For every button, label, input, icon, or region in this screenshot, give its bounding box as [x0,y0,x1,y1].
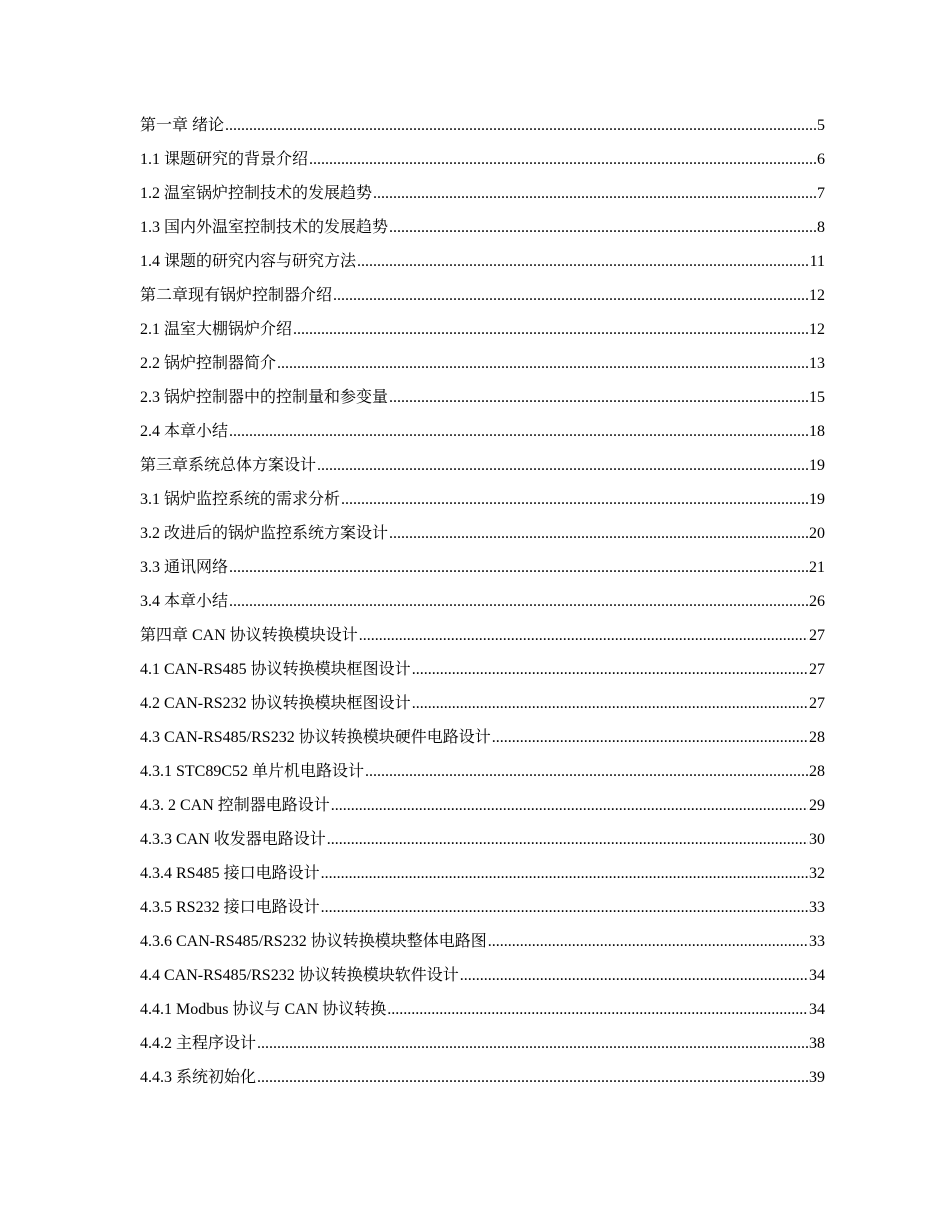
toc-entry[interactable] [140,517,825,551]
toc-dot-leader [321,891,808,925]
toc-entry[interactable] [140,619,825,653]
toc-entry-title: 4.3.1 STC89C52 单片机电路设计 [140,763,365,780]
toc-page-number: 32 [809,865,825,882]
toc-dot-leader [327,823,808,857]
toc-entry[interactable] [140,109,825,143]
toc-entry-title: 2.4 本章小结 [140,423,229,440]
toc-page-number: 6 [817,151,825,168]
toc-entry[interactable] [140,687,825,721]
toc-dot-leader [389,211,816,245]
toc-entry-title: 1.1 课题研究的背景介绍 [140,151,309,168]
toc-entry-title: 4.4.2 主程序设计 [140,1035,257,1052]
toc-page-number: 27 [809,661,825,678]
toc-page-number: 33 [809,933,825,950]
toc-page-number: 11 [809,253,825,270]
toc-entry[interactable] [140,721,825,755]
toc-dot-leader [333,279,808,313]
toc-entry[interactable] [140,211,825,245]
toc-dot-leader [293,313,808,347]
toc-entry-title: 4.2 CAN-RS232 协议转换模块框图设计 [140,695,411,712]
toc-entry[interactable] [140,959,825,993]
toc-page-number: 8 [817,219,825,236]
toc-page-number: 21 [809,559,825,576]
toc-dot-leader [389,381,808,415]
toc-entry-title: 4.3.5 RS232 接口电路设计 [140,899,320,916]
toc-entry[interactable] [140,823,825,857]
toc-page-number: 28 [809,763,825,780]
toc-entry[interactable] [140,1027,825,1061]
toc-page-number: 26 [809,593,825,610]
toc-entry[interactable] [140,177,825,211]
toc-entry-title: 1.3 国内外温室控制技术的发展趋势 [140,219,389,236]
toc-page-number: 30 [809,831,825,848]
toc-entry[interactable] [140,483,825,517]
toc-entry-title: 4.1 CAN-RS485 协议转换模块框图设计 [140,661,411,678]
toc-entry[interactable] [140,857,825,891]
toc-page-number: 29 [809,797,825,814]
table-of-contents [140,109,825,1095]
toc-entry-title: 1.4 课题的研究内容与研究方法 [140,253,357,270]
toc-entry-title: 4.4.3 系统初始化 [140,1069,257,1086]
toc-dot-leader [225,109,816,143]
toc-entry-title: 3.1 锅炉监控系统的需求分析 [140,491,341,508]
toc-entry-title: 3.4 本章小结 [140,593,229,610]
toc-page-number: 13 [809,355,825,372]
toc-page-number: 7 [817,185,825,202]
toc-entry-title: 第一章 绪论 [140,117,225,134]
toc-dot-leader [412,653,808,687]
toc-page-number: 20 [809,525,825,542]
toc-entry-title: 4.4 CAN-RS485/RS232 协议转换模块软件设计 [140,967,459,984]
toc-dot-leader [365,755,808,789]
toc-entry[interactable] [140,415,825,449]
toc-entry-title: 4.3.4 RS485 接口电路设计 [140,865,320,882]
toc-dot-leader [331,789,808,823]
toc-dot-leader [389,517,808,551]
toc-dot-leader [229,585,808,619]
toc-entry-title: 第四章 CAN 协议转换模块设计 [140,627,358,644]
toc-entry[interactable] [140,245,825,279]
toc-entry-title: 4.3.6 CAN-RS485/RS232 协议转换模块整体电路图 [140,933,487,950]
toc-dot-leader [317,449,808,483]
toc-page-number: 15 [809,389,825,406]
toc-dot-leader [387,993,808,1027]
toc-entry[interactable] [140,891,825,925]
toc-dot-leader [309,143,816,177]
toc-page-number: 33 [809,899,825,916]
toc-page-number: 38 [809,1035,825,1052]
toc-page-number: 12 [809,287,825,304]
toc-dot-leader [357,245,809,279]
toc-dot-leader [460,959,808,993]
toc-page-number: 34 [809,1001,825,1018]
toc-entry[interactable] [140,789,825,823]
toc-entry-title: 第三章系统总体方案设计 [140,457,317,474]
toc-entry-title: 3.3 通讯网络 [140,559,229,576]
toc-entry[interactable] [140,585,825,619]
toc-page-number: 18 [809,423,825,440]
toc-dot-leader [412,687,808,721]
toc-entry-title: 4.3.3 CAN 收发器电路设计 [140,831,326,848]
toc-dot-leader [373,177,816,211]
toc-entry[interactable] [140,381,825,415]
toc-page-number: 27 [809,695,825,712]
toc-entry[interactable] [140,925,825,959]
toc-entry[interactable] [140,313,825,347]
toc-dot-leader [229,551,808,585]
toc-entry-title: 4.3. 2 CAN 控制器电路设计 [140,797,330,814]
toc-entry-title: 2.2 锅炉控制器简介 [140,355,277,372]
toc-entry-title: 第二章现有锅炉控制器介绍 [140,287,333,304]
toc-dot-leader [321,857,808,891]
toc-page-number: 28 [809,729,825,746]
toc-dot-leader [257,1061,808,1095]
toc-page-number: 27 [809,627,825,644]
toc-page-number: 39 [809,1069,825,1086]
toc-page-number: 19 [809,457,825,474]
toc-dot-leader [277,347,808,381]
toc-dot-leader [341,483,808,517]
toc-entry[interactable] [140,551,825,585]
toc-entry[interactable] [140,279,825,313]
toc-entry-title: 4.3 CAN-RS485/RS232 协议转换模块硬件电路设计 [140,729,491,746]
toc-page-number: 34 [809,967,825,984]
toc-entry[interactable] [140,653,825,687]
toc-entry[interactable] [140,449,825,483]
toc-dot-leader [229,415,808,449]
toc-entry[interactable] [140,1061,825,1095]
toc-page-number: 12 [809,321,825,338]
toc-entry-title: 1.2 温室锅炉控制技术的发展趋势 [140,185,373,202]
toc-dot-leader [257,1027,808,1061]
toc-entry-title: 4.4.1 Modbus 协议与 CAN 协议转换 [140,1001,387,1018]
toc-dot-leader [488,925,808,959]
toc-page-number: 19 [809,491,825,508]
toc-entry[interactable] [140,347,825,381]
toc-entry[interactable] [140,993,825,1027]
toc-entry-title: 2.1 温室大棚锅炉介绍 [140,321,293,338]
toc-entry[interactable] [140,143,825,177]
toc-dot-leader [359,619,808,653]
toc-dot-leader [492,721,808,755]
toc-page-number: 5 [817,117,825,134]
toc-entry-title: 3.2 改进后的锅炉监控系统方案设计 [140,525,389,542]
toc-entry-title: 2.3 锅炉控制器中的控制量和参变量 [140,389,389,406]
toc-entry[interactable] [140,755,825,789]
